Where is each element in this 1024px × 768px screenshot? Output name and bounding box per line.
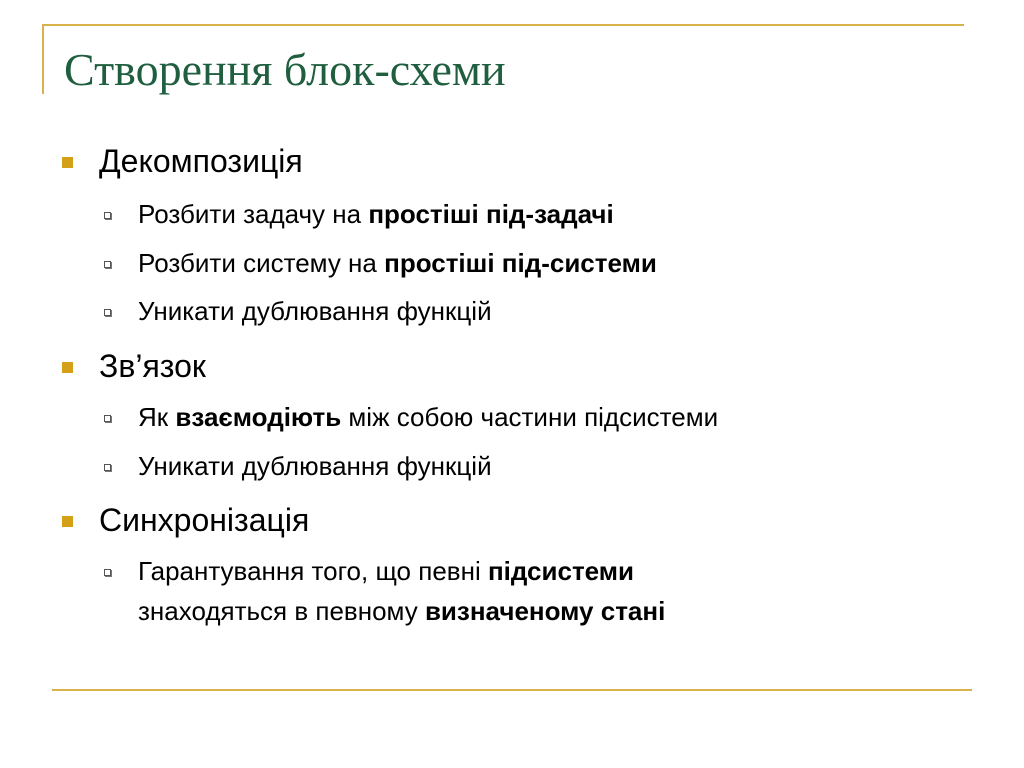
- sub-bullet-bold-text: взаємодіють: [175, 402, 342, 432]
- top-vertical-rule: [42, 24, 44, 94]
- hollow-square-bullet-icon: [104, 464, 111, 471]
- sub-bullet-rest-text: між собою частини підсистеми: [341, 402, 719, 432]
- square-bullet-icon: [62, 157, 73, 168]
- sub-bullet-bold-text: визначеному стані: [424, 596, 666, 626]
- sub-bullet-text: [138, 554, 634, 588]
- hollow-square-bullet-icon: [104, 261, 111, 268]
- sub-bullet-bold-text: простіші під-системи: [384, 248, 657, 278]
- sub-bullet-bold-text: підсистеми: [487, 556, 635, 586]
- sub-bullet-plain-text: знаходяться в певному: [138, 596, 425, 626]
- sub-bullet-plain-text: Як: [138, 402, 176, 432]
- bullet-text: Декомпозиція: [99, 143, 303, 179]
- sub-bullet-plain-text: Розбити систему на: [138, 248, 385, 278]
- sub-bullet-text: [138, 400, 718, 434]
- square-bullet-icon: [62, 362, 73, 373]
- sub-bullet-plain-text: Розбити задачу на: [138, 199, 369, 229]
- sub-bullet-text: Уникати дублювання функцій: [138, 296, 492, 326]
- sub-bullet-text: [138, 594, 665, 628]
- hollow-square-bullet-icon: [104, 569, 111, 576]
- sub-bullet-plain-text: Гарантування того, що певні: [138, 556, 488, 586]
- sub-bullet-text: Уникати дублювання функцій: [138, 451, 492, 481]
- sub-bullet-text: [138, 197, 614, 231]
- bullet-text: Синхронізація: [99, 502, 310, 538]
- square-bullet-icon: [62, 516, 73, 527]
- slide-title: Створення блок-схеми: [64, 44, 506, 95]
- hollow-square-bullet-icon: [104, 309, 111, 316]
- sub-bullet-text: [138, 246, 657, 280]
- sub-bullet-bold-text: простіші під-задачі: [368, 199, 614, 229]
- top-horizontal-rule: [42, 24, 964, 26]
- bottom-rule: [52, 689, 972, 691]
- hollow-square-bullet-icon: [104, 212, 111, 219]
- bullet-text: Зв’язок: [99, 348, 206, 384]
- hollow-square-bullet-icon: [104, 415, 111, 422]
